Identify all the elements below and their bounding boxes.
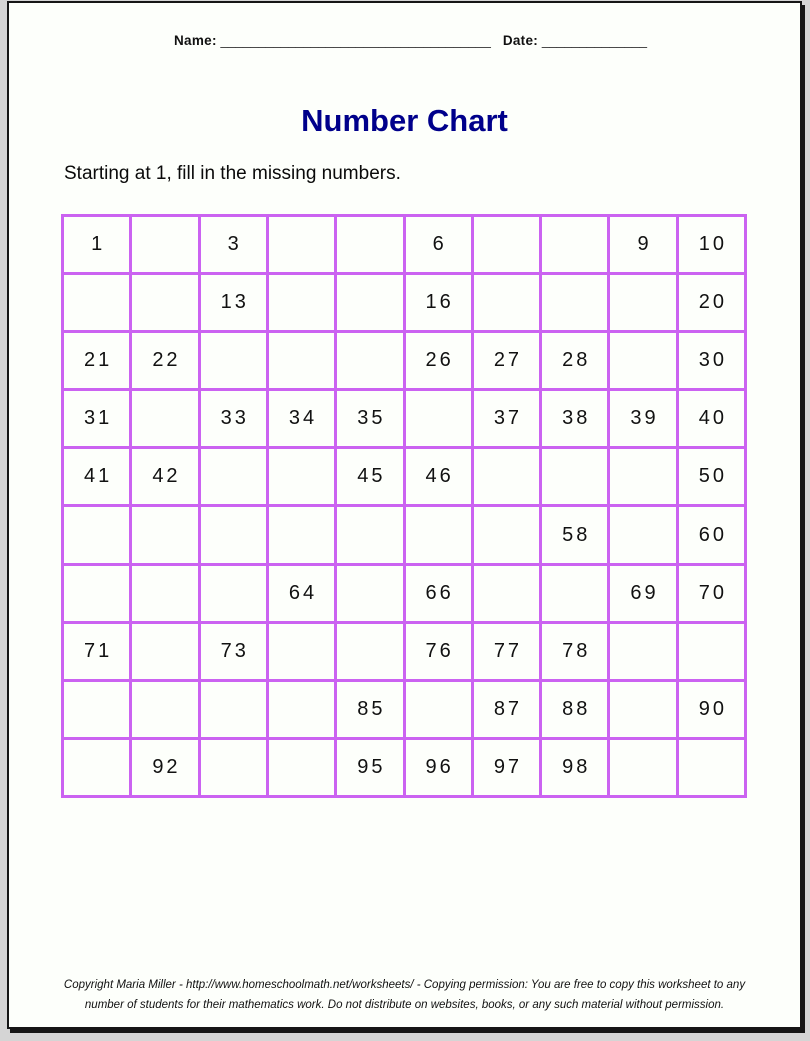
grid-cell-r8-c9	[610, 624, 675, 679]
grid-cell-r8-c3: 73	[201, 624, 266, 679]
grid-cell-r10-c9	[610, 740, 675, 795]
grid-cell-r8-c8: 78	[542, 624, 607, 679]
number-grid	[61, 214, 747, 798]
grid-cell-r4-c2	[132, 391, 197, 446]
grid-cell-r9-c10: 90	[679, 682, 744, 737]
grid-cell-r2-c5	[337, 275, 402, 330]
grid-cell-r3-c10: 30	[679, 333, 744, 388]
grid-cell-r6-c5	[337, 507, 402, 562]
grid-cell-r3-c7: 27	[474, 333, 539, 388]
grid-cell-r1-c1: 1	[64, 217, 129, 272]
grid-cell-r2-c2	[132, 275, 197, 330]
grid-cell-r10-c6: 96	[406, 740, 471, 795]
name-field-group	[174, 33, 491, 48]
grid-cell-r4-c10: 40	[679, 391, 744, 446]
grid-cell-r5-c10: 50	[679, 449, 744, 504]
grid-cell-r4-c6	[406, 391, 471, 446]
grid-cell-r4-c4: 34	[269, 391, 334, 446]
grid-cell-r3-c4	[269, 333, 334, 388]
grid-cell-r5-c2: 42	[132, 449, 197, 504]
date-field-group	[503, 33, 647, 48]
worksheet-page	[7, 1, 802, 1029]
grid-cell-r7-c9: 69	[610, 566, 675, 621]
name-blank-line: ____________________________________	[220, 33, 491, 48]
grid-cell-r10-c2: 92	[132, 740, 197, 795]
grid-cell-r2-c9	[610, 275, 675, 330]
grid-cell-r7-c10: 70	[679, 566, 744, 621]
date-label: Date:	[502, 33, 539, 48]
grid-cell-r7-c5	[337, 566, 402, 621]
grid-cell-r6-c10: 60	[679, 507, 744, 562]
page-title: Number Chart	[301, 103, 508, 138]
grid-cell-r9-c2	[132, 682, 197, 737]
grid-cell-r5-c9	[610, 449, 675, 504]
grid-cell-r8-c2	[132, 624, 197, 679]
grid-cell-r3-c6: 26	[406, 333, 471, 388]
grid-cell-r2-c4	[269, 275, 334, 330]
grid-cell-r9-c4	[269, 682, 334, 737]
grid-cell-r5-c7	[474, 449, 539, 504]
grid-cell-r4-c7: 37	[474, 391, 539, 446]
grid-cell-r9-c5: 85	[337, 682, 402, 737]
grid-cell-r3-c5	[337, 333, 402, 388]
grid-cell-r1-c2	[132, 217, 197, 272]
grid-cell-r3-c1: 21	[64, 333, 129, 388]
date-blank-line: ______________	[541, 33, 647, 48]
grid-cell-r8-c5	[337, 624, 402, 679]
grid-cell-r1-c6: 6	[406, 217, 471, 272]
grid-cell-r6-c3	[201, 507, 266, 562]
name-label: Name:	[174, 33, 217, 48]
grid-cell-r7-c1	[64, 566, 129, 621]
grid-cell-r3-c2: 22	[132, 333, 197, 388]
grid-cell-r1-c4	[269, 217, 334, 272]
grid-cell-r5-c1: 41	[64, 449, 129, 504]
grid-cell-r10-c7: 97	[474, 740, 539, 795]
grid-cell-r2-c8	[542, 275, 607, 330]
grid-cell-r4-c8: 38	[542, 391, 607, 446]
grid-cell-r2-c7	[474, 275, 539, 330]
grid-cell-r6-c4	[269, 507, 334, 562]
grid-cell-r8-c4	[269, 624, 334, 679]
copyright-footer	[9, 975, 800, 1015]
grid-cell-r10-c10	[679, 740, 744, 795]
grid-cell-r9-c7: 87	[474, 682, 539, 737]
copyright-line-2: number of students for their mathematics work. Do not distribute on websites, books, or any such material without permission.	[84, 999, 725, 1011]
grid-cell-r10-c3	[201, 740, 266, 795]
grid-cell-r1-c7	[474, 217, 539, 272]
grid-cell-r2-c10: 20	[679, 275, 744, 330]
grid-cell-r4-c1: 31	[64, 391, 129, 446]
grid-cell-r5-c8	[542, 449, 607, 504]
grid-cell-r9-c6	[406, 682, 471, 737]
grid-cell-r2-c1	[64, 275, 129, 330]
grid-cell-r9-c1	[64, 682, 129, 737]
grid-cell-r2-c3: 13	[201, 275, 266, 330]
grid-cell-r3-c3	[201, 333, 266, 388]
grid-cell-r9-c9	[610, 682, 675, 737]
grid-cell-r4-c5: 35	[337, 391, 402, 446]
grid-cell-r1-c9: 9	[610, 217, 675, 272]
grid-cell-r7-c4: 64	[269, 566, 334, 621]
grid-cell-r9-c3	[201, 682, 266, 737]
grid-cell-r6-c2	[132, 507, 197, 562]
grid-cell-r3-c8: 28	[542, 333, 607, 388]
grid-cell-r8-c10	[679, 624, 744, 679]
grid-cell-r1-c5	[337, 217, 402, 272]
grid-cell-r6-c6	[406, 507, 471, 562]
grid-cell-r7-c7	[474, 566, 539, 621]
grid-cell-r2-c6: 16	[406, 275, 471, 330]
grid-cell-r6-c8: 58	[542, 507, 607, 562]
grid-cell-r5-c4	[269, 449, 334, 504]
grid-cell-r5-c6: 46	[406, 449, 471, 504]
grid-cell-r6-c1	[64, 507, 129, 562]
grid-cell-r7-c2	[132, 566, 197, 621]
grid-cell-r1-c8	[542, 217, 607, 272]
grid-cell-r7-c6: 66	[406, 566, 471, 621]
grid-cell-r1-c10: 10	[679, 217, 744, 272]
grid-cell-r3-c9	[610, 333, 675, 388]
copyright-line-1: Copyright Maria Miller - http://www.homeschoolmath.net/worksheets/ - Copying permission: You are free to copy this worksheet to any	[63, 979, 746, 991]
worksheet-header	[174, 33, 647, 48]
grid-cell-r8-c7: 77	[474, 624, 539, 679]
grid-cell-r10-c1	[64, 740, 129, 795]
instruction-text: Starting at 1, fill in the missing numbers.	[64, 163, 401, 184]
grid-cell-r10-c4	[269, 740, 334, 795]
grid-cell-r8-c1: 71	[64, 624, 129, 679]
grid-cell-r7-c8	[542, 566, 607, 621]
grid-cell-r6-c7	[474, 507, 539, 562]
grid-cell-r7-c3	[201, 566, 266, 621]
grid-cell-r5-c5: 45	[337, 449, 402, 504]
grid-cell-r5-c3	[201, 449, 266, 504]
grid-cell-r10-c5: 95	[337, 740, 402, 795]
grid-cell-r6-c9	[610, 507, 675, 562]
grid-cell-r4-c3: 33	[201, 391, 266, 446]
grid-cell-r8-c6: 76	[406, 624, 471, 679]
grid-cell-r4-c9: 39	[610, 391, 675, 446]
grid-cell-r10-c8: 98	[542, 740, 607, 795]
grid-cell-r9-c8: 88	[542, 682, 607, 737]
grid-cell-r1-c3: 3	[201, 217, 266, 272]
